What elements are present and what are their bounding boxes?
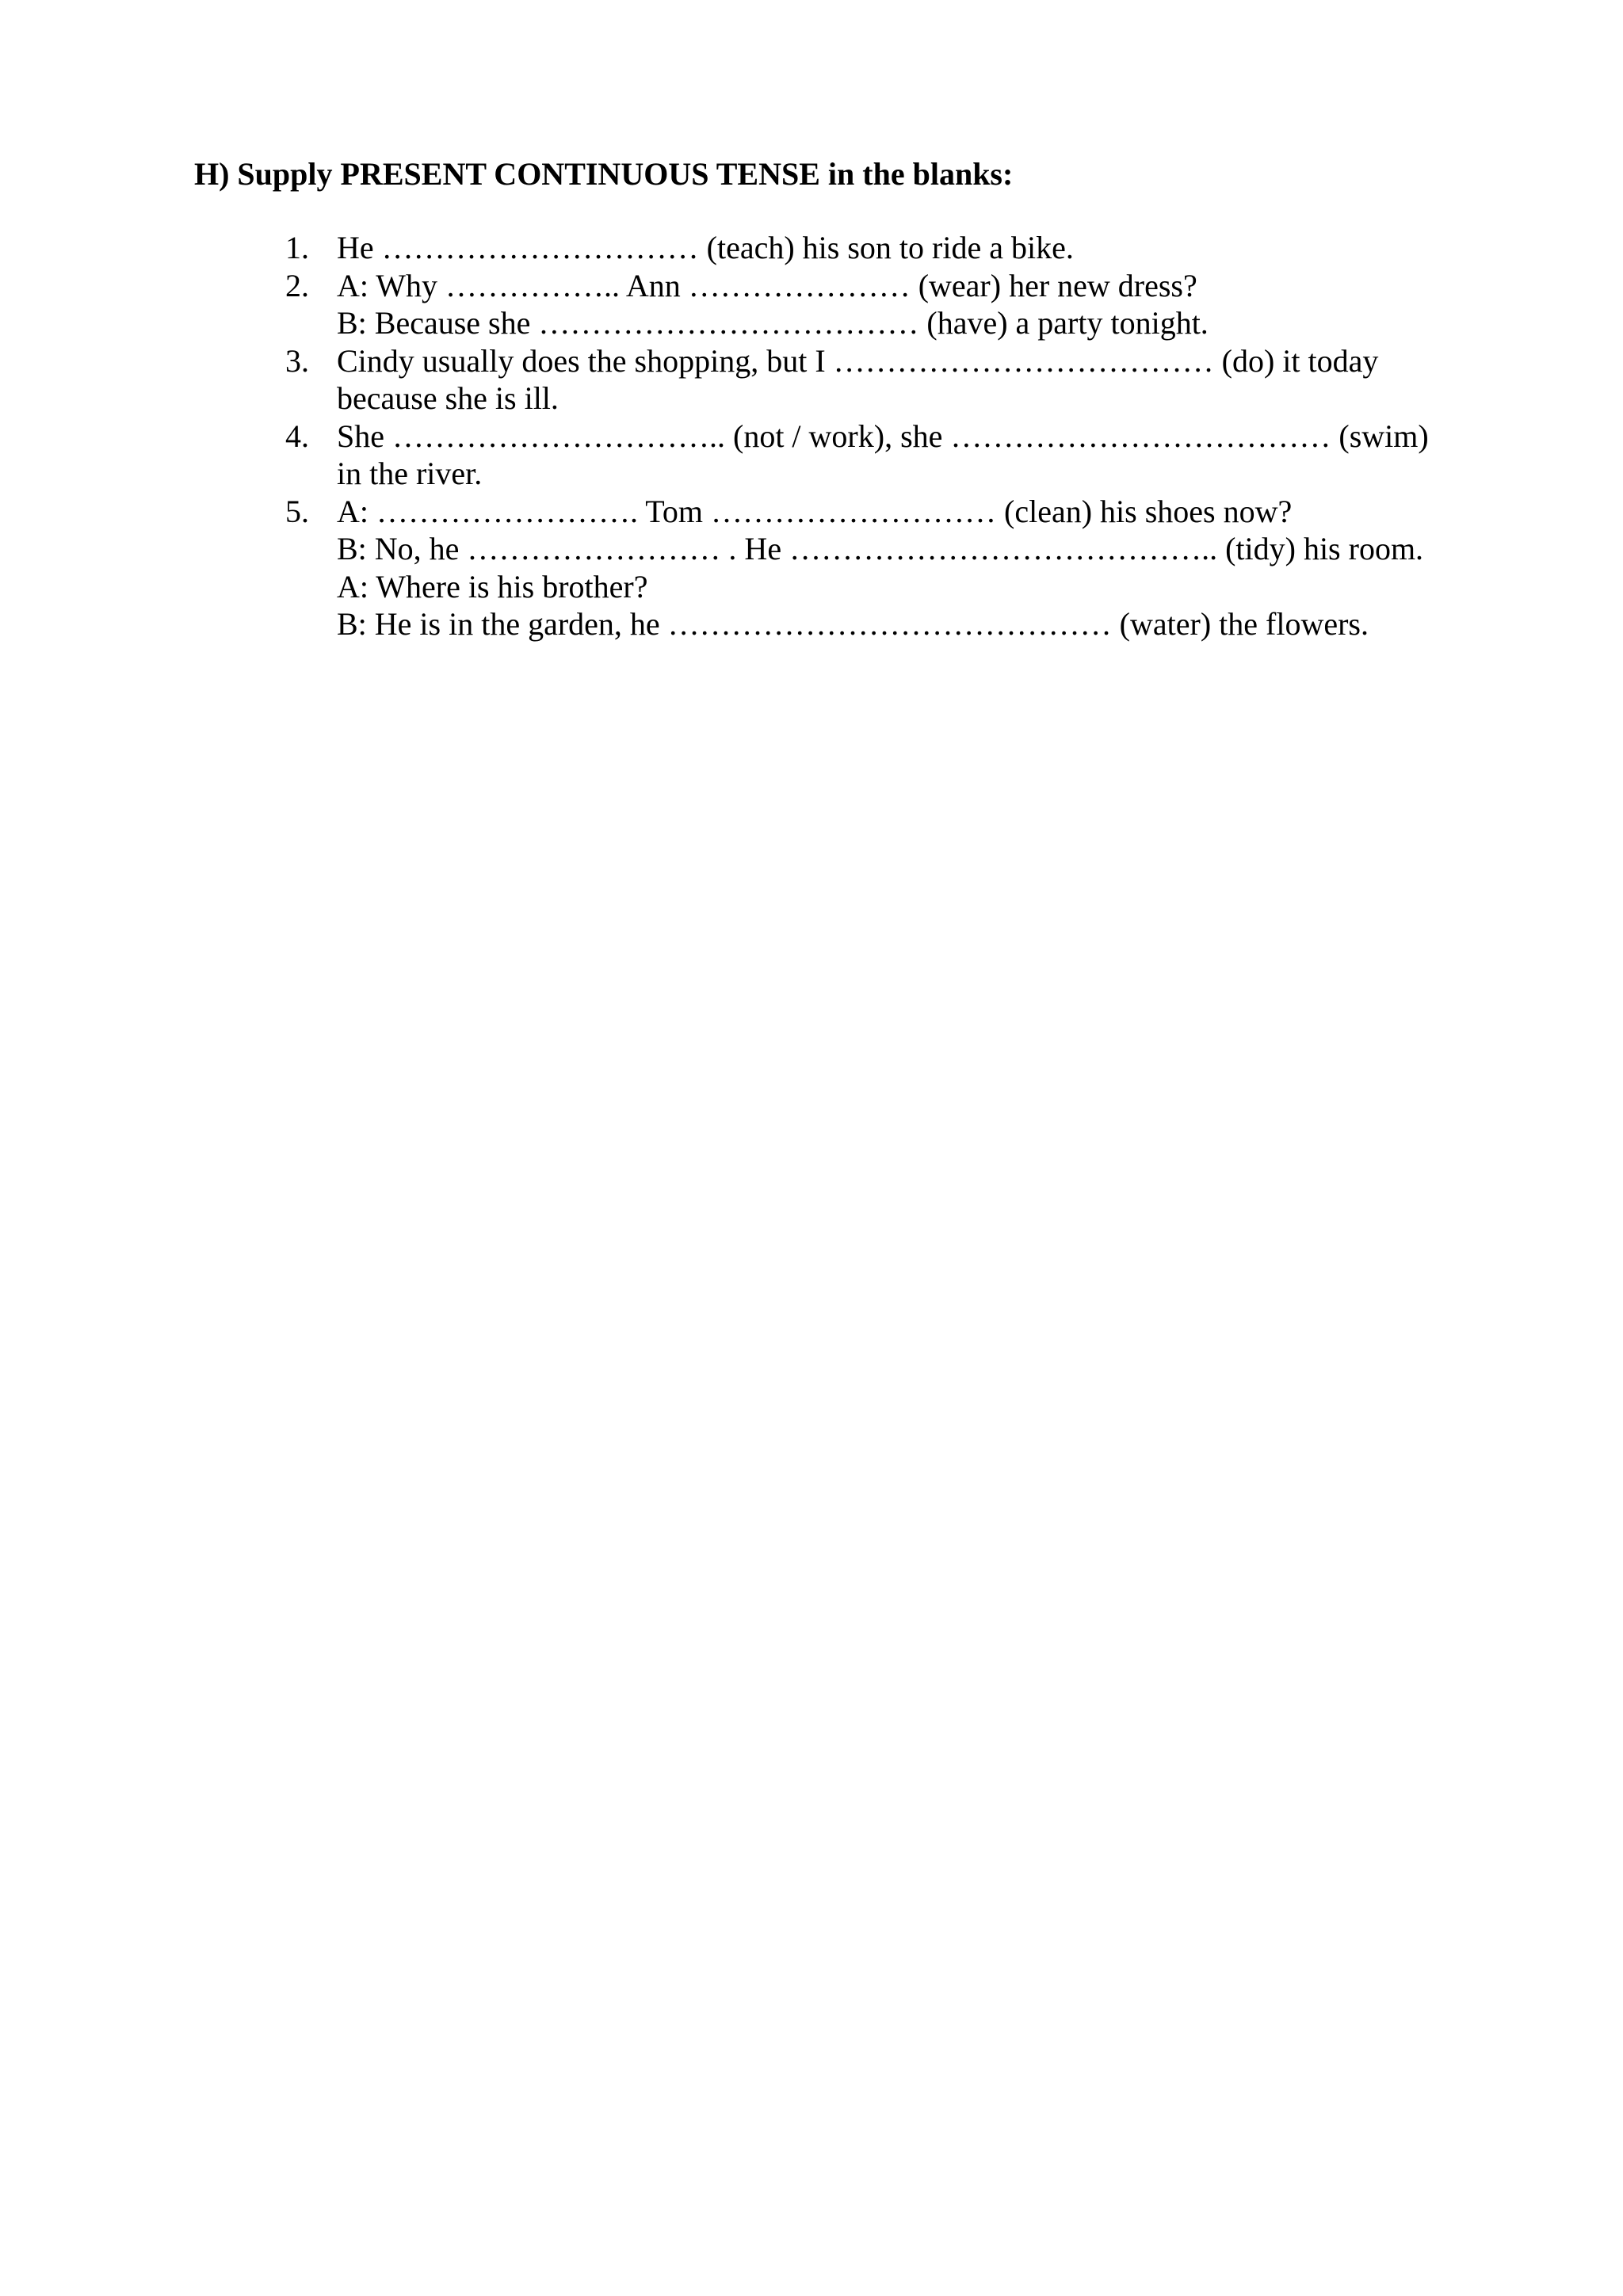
exercise-item-2 bbox=[285, 267, 1522, 342]
exercise-heading: H) Supply PRESENT CONTINUOUS TENSE in the blanks: bbox=[194, 156, 1014, 192]
item-line: He ………………………… (teach) his son to ride a bike. bbox=[337, 230, 1074, 265]
exercise-item-5 bbox=[285, 493, 1522, 643]
item-number: 3. bbox=[285, 342, 309, 379]
item-line: A: ……………………. Tom ……………………… (clean) his shoes now? bbox=[337, 493, 1293, 529]
exercise-item-3 bbox=[285, 342, 1522, 418]
item-line: A: Why …………….. Ann ………………… (wear) her new dress? bbox=[337, 267, 1197, 303]
item-number: 4. bbox=[285, 418, 309, 454]
item-line: B: He is in the garden, he …………………………………… (water) the flowers. bbox=[337, 606, 1369, 642]
item-number: 2. bbox=[285, 267, 309, 303]
item-number: 5. bbox=[285, 493, 309, 529]
item-line: in the river. bbox=[337, 456, 483, 491]
exercise-list bbox=[285, 229, 1522, 643]
item-line: She ………………………….. (not / work), she ……………………………… (swim) bbox=[337, 418, 1429, 454]
item-line: A: Where is his brother? bbox=[337, 568, 648, 605]
item-line: because she is ill. bbox=[337, 380, 559, 416]
item-line: B: No, he …………………… . He ………………………………….. (tidy) his room. bbox=[337, 531, 1424, 566]
item-line: Cindy usually does the shopping, but I ……………………………… (do) it today bbox=[337, 342, 1379, 379]
item-number: 1. bbox=[285, 230, 309, 265]
exercise-item-4 bbox=[285, 418, 1522, 493]
exercise-item-1 bbox=[285, 229, 1522, 267]
item-line: B: Because she ……………………………… (have) a party tonight. bbox=[337, 305, 1209, 341]
